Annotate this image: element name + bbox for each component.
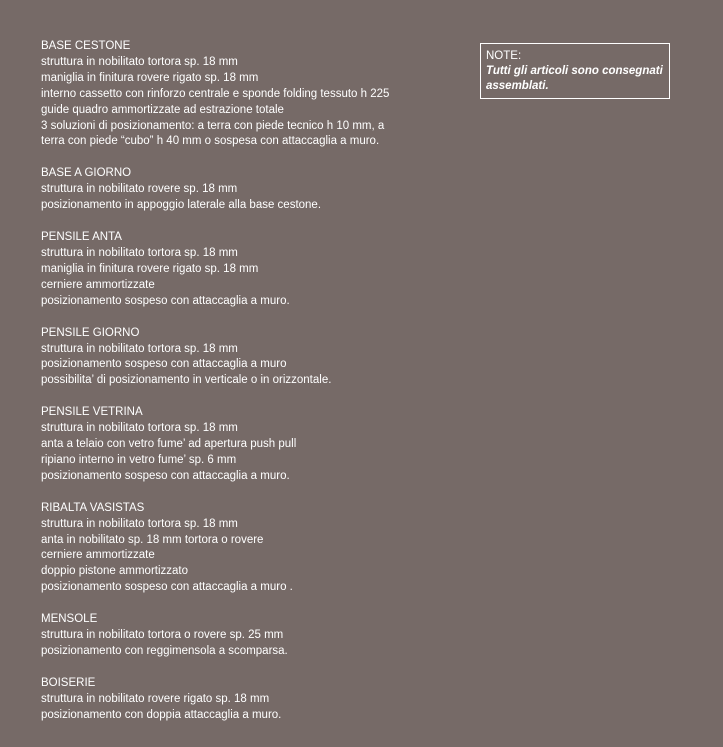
note-label: NOTE: (486, 50, 522, 62)
section-title: BASE A GIORNO (41, 167, 132, 180)
spec-line: struttura in nobilitato rovere rigato sp. 18 mm (41, 692, 270, 705)
spec-line: posizionamento in appoggio laterale alla base cestone. (41, 199, 322, 212)
spec-section-pensile-anta (41, 230, 461, 310)
spec-section-boiserie (41, 676, 461, 724)
section-title: PENSILE GIORNO (41, 326, 140, 339)
section-title: BOISERIE (41, 676, 96, 689)
spec-line: guide quadro ammortizzate ad estrazione totale (41, 103, 284, 116)
spec-section-pensile-giorno (41, 326, 461, 390)
spec-line: struttura in nobilitato tortora sp. 18 mm (41, 517, 238, 530)
section-title: MENSOLE (41, 613, 98, 626)
spec-line: ripiano interno in vetro fume’ sp. 6 mm (41, 453, 237, 466)
spec-line: doppio pistone ammortizzato (41, 565, 189, 578)
spec-line: posizionamento sospeso con attaccaglia a muro (41, 358, 287, 371)
spec-line: possibilita’ di posizionamento in verticale o in orizzontale. (41, 374, 332, 387)
spec-line: struttura in nobilitato tortora sp. 18 mm (41, 422, 238, 435)
note-box (480, 43, 670, 99)
spec-line: posizionamento con reggimensola a scomparsa. (41, 645, 288, 657)
section-title: PENSILE VETRINA (41, 406, 143, 419)
spec-line: maniglia in finitura rovere rigato sp. 18 mm (41, 71, 259, 84)
spec-line: cerniere ammortizzate (41, 278, 155, 291)
spec-line: struttura in nobilitato tortora o rovere sp. 25 mm (41, 629, 284, 642)
spec-section-ribalta-vasistas (41, 501, 461, 596)
spec-line: terra con piede “cubo” h 40 mm o sospesa con attaccaglia a muro. (41, 135, 380, 148)
spec-line: posizionamento con doppia attaccaglia a muro. (41, 708, 282, 721)
spec-section-pensile-vetrina (41, 405, 461, 485)
section-title: PENSILE ANTA (41, 231, 122, 244)
spec-line: 3 soluzioni di posizionamento: a terra con piede tecnico h 10 mm, a (41, 119, 385, 132)
spec-line: anta in nobilitato sp. 18 mm tortora o rovere (41, 533, 264, 546)
spec-section-base-a-giorno (41, 166, 461, 214)
spec-line: cerniere ammortizzate (41, 549, 155, 562)
spec-line: posizionamento sospeso con attaccaglia a muro . (41, 581, 293, 594)
spec-line: maniglia in finitura rovere rigato sp. 18 mm (41, 262, 259, 275)
section-title: RIBALTA VASISTAS (41, 501, 145, 514)
spec-line: posizionamento sospeso con attaccaglia a muro. (41, 294, 290, 307)
spec-line: struttura in nobilitato tortora sp. 18 mm (41, 55, 238, 68)
spec-line: anta a telaio con vetro fume’ ad apertura push pull (41, 438, 297, 451)
spec-line: interno cassetto con rinforzo centrale e sponde folding tessuto h 225 (41, 87, 390, 100)
spec-section-base-cestone (41, 39, 461, 150)
spec-section-mensole (41, 612, 461, 660)
spec-line: struttura in nobilitato tortora sp. 18 mm (41, 246, 238, 259)
spec-line: posizionamento sospeso con attaccaglia a muro. (41, 469, 290, 482)
product-specifications (41, 39, 461, 740)
spec-line: struttura in nobilitato rovere sp. 18 mm (41, 183, 238, 196)
note-text: Tutti gli articoli sono consegnati assemblati. (486, 65, 663, 92)
spec-line: struttura in nobilitato tortora sp. 18 mm (41, 342, 238, 355)
section-title: BASE CESTONE (41, 40, 131, 52)
